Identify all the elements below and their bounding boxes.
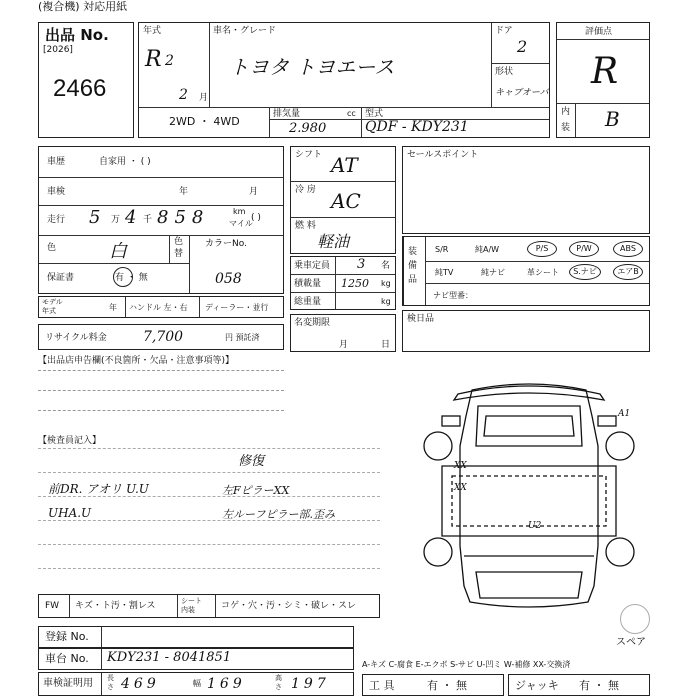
- vehicle-detail-box: [38, 146, 284, 294]
- capacity-box: [290, 256, 396, 310]
- ac-value: AC: [331, 189, 361, 213]
- mileage-thousand-unit: 千: [143, 215, 153, 225]
- mark-xx-2: XX: [454, 483, 467, 493]
- equip-s-navi: S.ナビ: [569, 264, 601, 280]
- sales-point-label: セールスポイント: [407, 150, 479, 160]
- mark-a1: A1: [618, 409, 631, 419]
- name-change-day: 日: [381, 340, 391, 350]
- equip-ps: P/S: [527, 241, 557, 257]
- lot-number: 2466: [53, 75, 107, 102]
- jack-row: [508, 674, 650, 696]
- mileage-km: km: [233, 207, 246, 216]
- car-bed-inner: [452, 476, 606, 526]
- tools-row: [362, 674, 504, 696]
- model-year-label-1: モデル: [42, 298, 63, 306]
- car-windshield: [484, 416, 574, 436]
- mark-xx-1: XX: [454, 461, 467, 471]
- color-value: 白: [109, 241, 127, 262]
- warranty-selected-mark: [113, 267, 133, 287]
- car-rear-panel: [476, 572, 582, 598]
- equip-leather: 革シート: [527, 268, 559, 277]
- spare-label: スペア: [616, 637, 646, 648]
- interior-label-2: 装: [561, 123, 571, 133]
- equipment-label-1: 装: [408, 247, 418, 257]
- inspector-note-left-1: 前DR. アオリ U.U: [48, 482, 149, 496]
- model-label: 型式: [365, 109, 384, 119]
- recycle-unit: 円 預託済: [225, 333, 260, 342]
- fw-label: FW: [45, 601, 60, 611]
- history-label: 車歴: [47, 157, 66, 167]
- lot-sub-code: [2026]: [43, 45, 73, 55]
- mileage-man-unit: 万: [111, 215, 121, 225]
- color-change-2: 替: [174, 249, 184, 259]
- wheel-front-left: [424, 432, 452, 460]
- mark-u2: U2: [528, 521, 542, 531]
- warranty-label: 保証書: [47, 273, 75, 283]
- month-label: 月: [199, 93, 209, 103]
- certificate-height-label: 高さ: [275, 674, 282, 691]
- jack-value: 有 ・ 無: [579, 679, 619, 692]
- displacement-label: 排気量: [273, 109, 301, 119]
- mileage-thousand: 4: [125, 207, 137, 228]
- inspector-label: 【検査員記入】: [38, 436, 102, 446]
- name-change-label: 名変期限: [294, 318, 331, 328]
- recycle-label: リサイクル料金: [45, 333, 107, 343]
- certificate-row: [38, 672, 354, 696]
- inspection-month: 月: [249, 187, 259, 197]
- wheel-front-right: [606, 432, 634, 460]
- car-damage-diagram: [412, 376, 646, 612]
- load-label: 積載量: [294, 279, 322, 289]
- interior-label-1: 内: [561, 107, 571, 117]
- inspector-note-right-2: 左ルーフピラー部.歪み: [222, 508, 335, 521]
- interior-score: B: [605, 107, 620, 131]
- name-change-month: 月: [339, 340, 349, 350]
- inspection-label: 車検: [47, 187, 66, 197]
- capacity-label: 乗車定員: [294, 261, 331, 271]
- mileage-man: 5: [89, 207, 101, 228]
- load-value: 1250: [341, 277, 369, 290]
- drive-label: 2WD ・ 4WD: [169, 115, 240, 128]
- dealer-option: ディーラー・並行: [205, 303, 269, 312]
- car-cabin: [476, 406, 582, 446]
- equip-abs: ABS: [613, 241, 643, 257]
- gross-unit: kg: [381, 297, 391, 306]
- chassis-row: [38, 648, 354, 670]
- equip-aw: 純A/W: [475, 245, 500, 254]
- year-label: 年式: [143, 26, 162, 36]
- score-label: 評価点: [585, 27, 613, 37]
- shape-label: 形状: [495, 67, 514, 77]
- mileage-rest: 858: [157, 207, 210, 228]
- handle-option: ハンドル 左・右: [129, 303, 188, 312]
- fuel-label: 燃 料: [295, 221, 316, 231]
- equipment-label-2: 備: [408, 261, 418, 271]
- mileage-mile: マイル: [229, 219, 253, 228]
- certificate-label: 車検証明用: [43, 678, 93, 689]
- color-change-1: 色: [174, 237, 184, 247]
- certificate-length-value: 469: [121, 676, 160, 692]
- year-month: 2: [179, 87, 188, 103]
- displacement-value: 2.980: [289, 121, 327, 136]
- seller-notes-label: 【出品店申告欄(不良箇所・欠品・注意事項等)】: [38, 356, 235, 366]
- certificate-height-value: 197: [291, 676, 330, 692]
- inspection-year: 年: [179, 187, 189, 197]
- registration-label: 登録 No.: [45, 630, 89, 643]
- color-code-value: 058: [215, 271, 242, 287]
- form-note: (複合機) 対応用紙: [38, 0, 128, 13]
- tools-value: 有 ・ 無: [427, 679, 467, 692]
- car-mirror-right: [598, 416, 616, 426]
- seat-label: シート 内装: [181, 597, 202, 614]
- displacement-unit: cc: [347, 109, 356, 118]
- car-front-bar: [454, 386, 604, 400]
- year-value: 2: [165, 53, 174, 69]
- capacity-value: 3: [357, 257, 366, 272]
- shift-label: シフト: [295, 150, 323, 160]
- shape-value: キャブオーバ: [495, 88, 549, 98]
- inspector-note-left-2: UHA.U: [48, 506, 92, 520]
- seat-text: コゲ・穴・汚・シミ・破レ・スレ: [221, 601, 357, 611]
- year-era: R: [145, 47, 162, 72]
- score-value: R: [591, 51, 619, 92]
- model-year-label-2: 年式: [42, 307, 56, 315]
- color-label: 色: [47, 243, 57, 253]
- car-name-label: 車名・グレード: [213, 26, 277, 36]
- fw-text: キズ・ト汚・割レス: [75, 601, 156, 611]
- inspector-day-label: 検日品: [407, 314, 435, 324]
- jack-label: ジャッキ: [515, 679, 559, 692]
- recycle-value: 7,700: [143, 329, 184, 345]
- history-value: 自家用 ・ ( ): [99, 157, 151, 167]
- equip-tv: 純TV: [435, 268, 454, 277]
- lot-label: 出品 No.: [45, 26, 109, 44]
- car-body-outline: [460, 384, 598, 607]
- load-unit: kg: [381, 279, 391, 288]
- chassis-label: 車台 No.: [45, 652, 89, 665]
- mileage-label: 走行: [47, 215, 66, 225]
- ac-label: 冷 房: [295, 185, 316, 195]
- legend-row: [38, 594, 380, 618]
- chassis-value: KDY231 - 8041851: [107, 650, 232, 665]
- equip-pw: P/W: [569, 241, 599, 257]
- model-year-row: [38, 296, 284, 318]
- model-year-year: 年: [109, 303, 117, 312]
- certificate-width-label: 幅: [193, 679, 201, 688]
- doors-value: 2: [517, 37, 528, 56]
- vehicle-info-box: [138, 22, 550, 138]
- equip-airbag: エアB: [613, 264, 643, 280]
- score-box: [556, 22, 650, 138]
- mileage-paren: ( ): [251, 213, 261, 223]
- certificate-length-label: 長さ: [107, 674, 114, 691]
- equipment-label-3: 品: [408, 275, 418, 285]
- wheel-rear-right: [606, 538, 634, 566]
- inspector-note-right-1: 左FピラーXX: [222, 484, 290, 497]
- damage-codes-legend: A-キズ C-腐食 E-エクボ S-サビ U-凹ミ W-補修 XX-交換済: [362, 660, 571, 669]
- equip-sr: S/R: [435, 245, 449, 254]
- wheel-rear-left: [424, 538, 452, 566]
- equipment-grid: [402, 236, 650, 306]
- spec-box: [290, 146, 396, 254]
- spare-wheel-icon: [620, 604, 650, 634]
- warranty-value: 有 ・ 無: [115, 273, 148, 283]
- model-value: QDF - KDY231: [365, 119, 469, 135]
- inspector-note-title: 修復: [238, 454, 265, 469]
- lot-box: [38, 22, 134, 138]
- registration-row: [38, 626, 354, 648]
- certificate-width-value: 169: [207, 676, 246, 692]
- fuel-value: 軽油: [317, 232, 350, 251]
- sales-point-box: [402, 146, 650, 234]
- shift-value: AT: [331, 153, 358, 177]
- doors-label: ドア: [495, 26, 513, 36]
- capacity-unit: 名: [381, 261, 391, 271]
- color-code-label: カラーNo.: [205, 239, 247, 249]
- name-change-box: [290, 314, 396, 352]
- navi-model-label: ナビ型番：: [433, 291, 473, 300]
- recycle-row: [38, 324, 284, 350]
- inspector-day-box: [402, 310, 650, 352]
- gross-label: 総重量: [294, 297, 322, 307]
- car-mirror-left: [442, 416, 460, 426]
- equip-navi: 純ナビ: [481, 268, 505, 277]
- tools-label: 工 具: [369, 679, 395, 692]
- car-name: トヨタ トヨエース: [229, 55, 395, 79]
